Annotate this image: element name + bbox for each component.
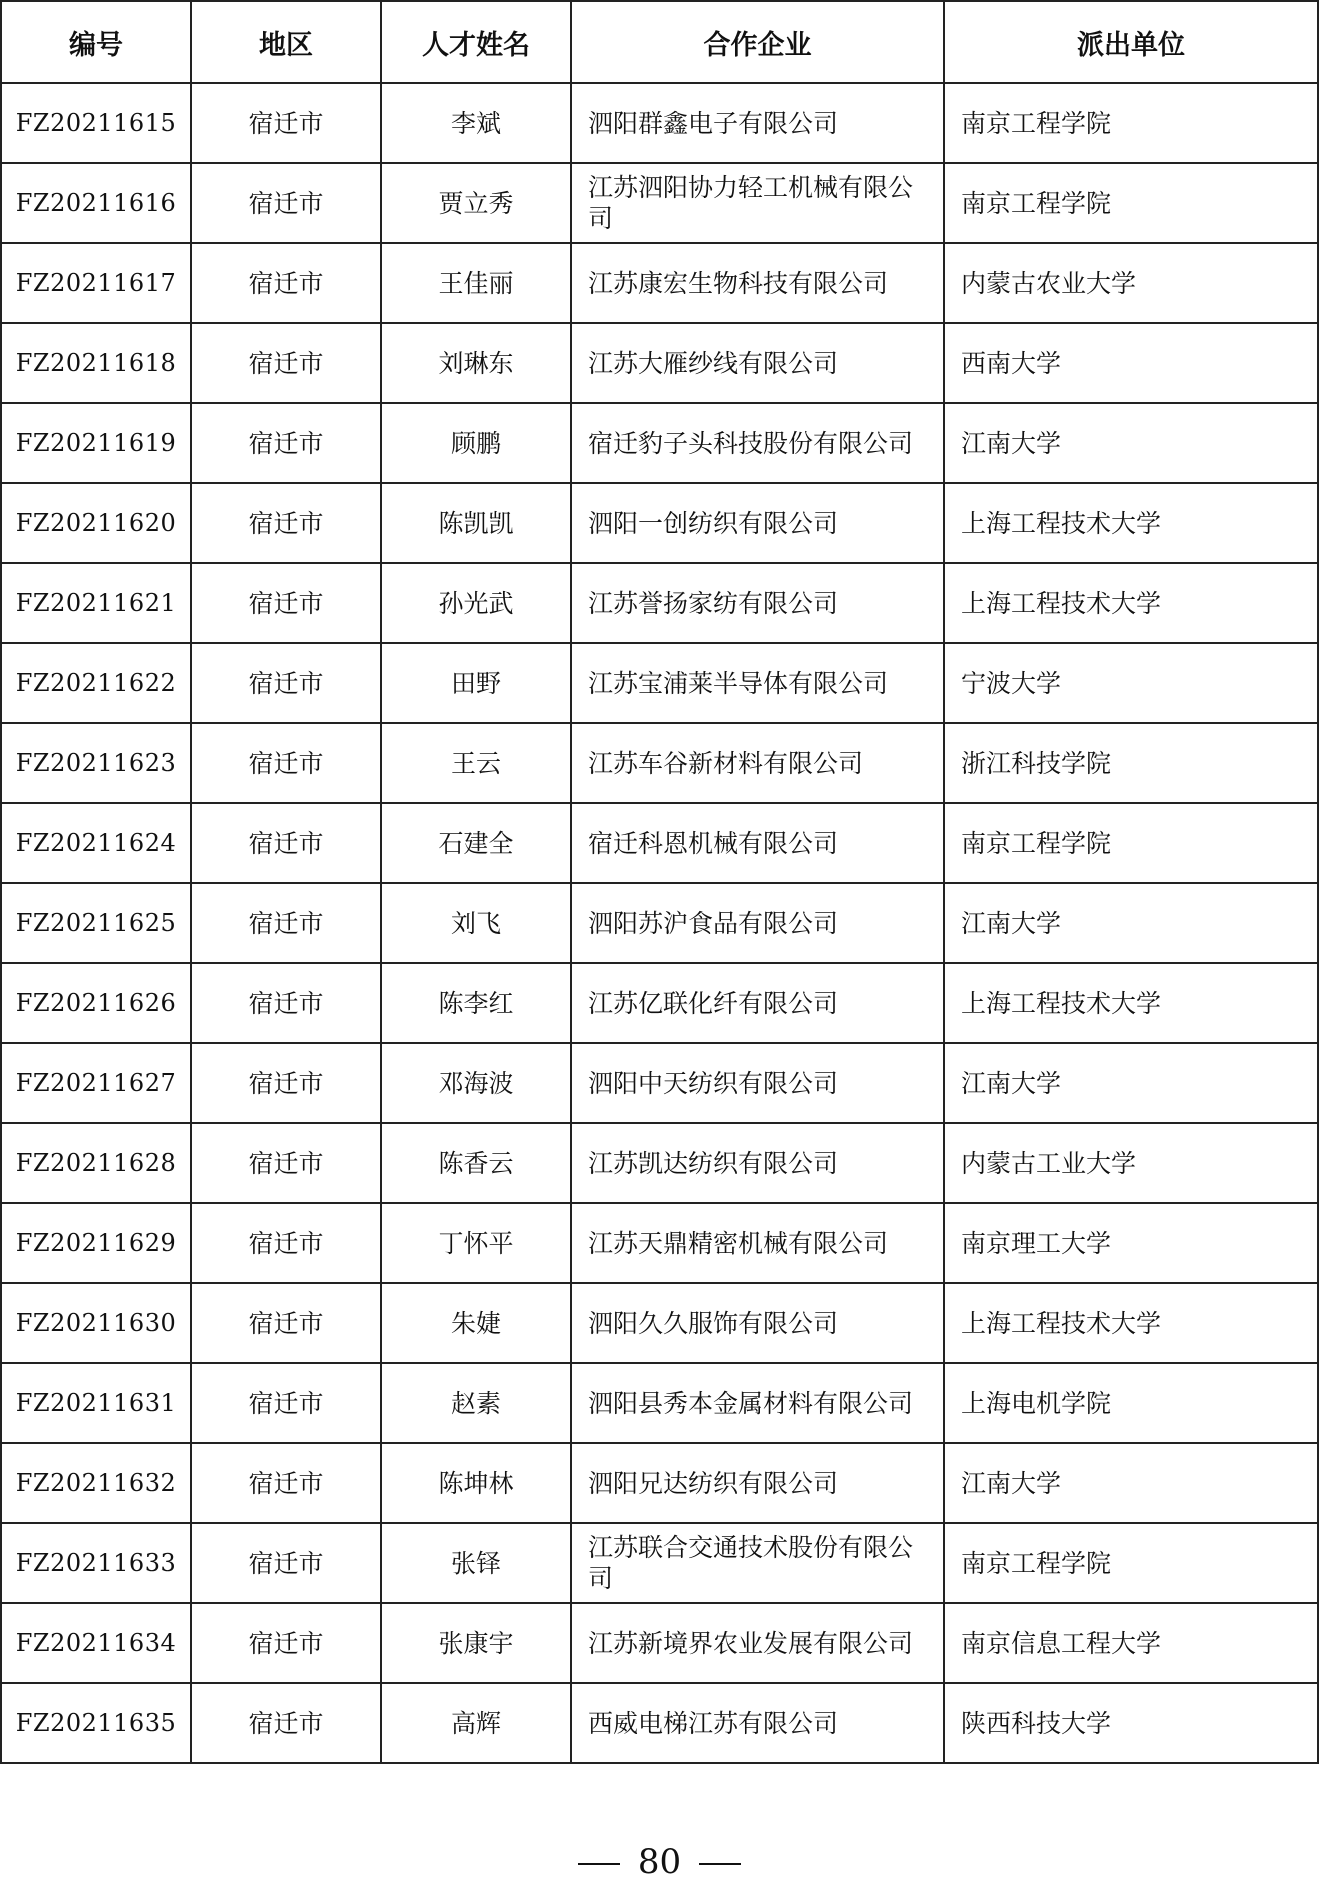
table-row <box>1 1603 1318 1683</box>
cell-dispatch-unit: 西南大学 <box>944 323 1318 403</box>
table-row <box>1 323 1318 403</box>
cell-partner-company: 泗阳苏沪食品有限公司 <box>571 883 944 963</box>
table-row <box>1 1683 1318 1763</box>
cell-region: 宿迁市 <box>191 323 381 403</box>
cell-talent-name: 刘飞 <box>381 883 571 963</box>
cell-region: 宿迁市 <box>191 1603 381 1683</box>
table-row <box>1 1283 1318 1363</box>
cell-talent-name: 孙光武 <box>381 563 571 643</box>
cell-id: FZ20211630 <box>1 1283 191 1363</box>
table-row <box>1 403 1318 483</box>
cell-partner-company: 江苏泗阳协力轻工机械有限公司 <box>571 163 944 243</box>
page-footer <box>0 1842 1319 1882</box>
cell-dispatch-unit: 江南大学 <box>944 1043 1318 1123</box>
header-talent-name: 人才姓名 <box>381 1 571 83</box>
cell-dispatch-unit: 上海工程技术大学 <box>944 1283 1318 1363</box>
cell-partner-company: 泗阳中天纺织有限公司 <box>571 1043 944 1123</box>
cell-region: 宿迁市 <box>191 563 381 643</box>
cell-talent-name: 张康宇 <box>381 1603 571 1683</box>
cell-partner-company: 江苏凯达纺织有限公司 <box>571 1123 944 1203</box>
cell-partner-company: 泗阳县秀本金属材料有限公司 <box>571 1363 944 1443</box>
cell-talent-name: 王云 <box>381 723 571 803</box>
cell-region: 宿迁市 <box>191 1683 381 1763</box>
table-row <box>1 563 1318 643</box>
cell-region: 宿迁市 <box>191 403 381 483</box>
cell-region: 宿迁市 <box>191 163 381 243</box>
cell-id: FZ20211635 <box>1 1683 191 1763</box>
cell-id: FZ20211634 <box>1 1603 191 1683</box>
cell-talent-name: 丁怀平 <box>381 1203 571 1283</box>
footer-dash-right <box>699 1863 741 1865</box>
cell-dispatch-unit: 上海工程技术大学 <box>944 563 1318 643</box>
table-header <box>1 1 1318 83</box>
cell-dispatch-unit: 上海工程技术大学 <box>944 963 1318 1043</box>
cell-dispatch-unit: 南京工程学院 <box>944 803 1318 883</box>
cell-region: 宿迁市 <box>191 883 381 963</box>
cell-id: FZ20211615 <box>1 83 191 163</box>
cell-partner-company: 江苏车谷新材料有限公司 <box>571 723 944 803</box>
table-row <box>1 1523 1318 1603</box>
cell-region: 宿迁市 <box>191 1443 381 1523</box>
cell-id: FZ20211622 <box>1 643 191 723</box>
cell-partner-company: 江苏天鼎精密机械有限公司 <box>571 1203 944 1283</box>
cell-partner-company: 江苏誉扬家纺有限公司 <box>571 563 944 643</box>
table-body <box>1 83 1318 1763</box>
cell-partner-company: 泗阳群鑫电子有限公司 <box>571 83 944 163</box>
cell-talent-name: 顾鹏 <box>381 403 571 483</box>
cell-dispatch-unit: 浙江科技学院 <box>944 723 1318 803</box>
footer-dash-left <box>578 1863 620 1865</box>
cell-partner-company: 西威电梯江苏有限公司 <box>571 1683 944 1763</box>
cell-talent-name: 陈凯凯 <box>381 483 571 563</box>
table-row <box>1 803 1318 883</box>
header-partner-company: 合作企业 <box>571 1 944 83</box>
cell-partner-company: 江苏大雁纱线有限公司 <box>571 323 944 403</box>
cell-talent-name: 田野 <box>381 643 571 723</box>
cell-id: FZ20211619 <box>1 403 191 483</box>
cell-partner-company: 江苏康宏生物科技有限公司 <box>571 243 944 323</box>
cell-talent-name: 邓海波 <box>381 1043 571 1123</box>
cell-talent-name: 陈香云 <box>381 1123 571 1203</box>
cell-partner-company: 江苏宝浦莱半导体有限公司 <box>571 643 944 723</box>
cell-talent-name: 陈李红 <box>381 963 571 1043</box>
cell-talent-name: 贾立秀 <box>381 163 571 243</box>
header-row <box>1 1 1318 83</box>
table-row <box>1 1363 1318 1443</box>
cell-dispatch-unit: 上海电机学院 <box>944 1363 1318 1443</box>
cell-partner-company: 泗阳久久服饰有限公司 <box>571 1283 944 1363</box>
cell-region: 宿迁市 <box>191 1043 381 1123</box>
table-row <box>1 1123 1318 1203</box>
cell-id: FZ20211628 <box>1 1123 191 1203</box>
cell-region: 宿迁市 <box>191 723 381 803</box>
cell-region: 宿迁市 <box>191 963 381 1043</box>
cell-dispatch-unit: 宁波大学 <box>944 643 1318 723</box>
table-row <box>1 1043 1318 1123</box>
cell-region: 宿迁市 <box>191 1203 381 1283</box>
cell-partner-company: 江苏联合交通技术股份有限公司 <box>571 1523 944 1603</box>
cell-dispatch-unit: 内蒙古农业大学 <box>944 243 1318 323</box>
cell-talent-name: 高辉 <box>381 1683 571 1763</box>
table-row <box>1 1203 1318 1283</box>
cell-id: FZ20211623 <box>1 723 191 803</box>
table-row <box>1 83 1318 163</box>
table-row <box>1 723 1318 803</box>
cell-dispatch-unit: 内蒙古工业大学 <box>944 1123 1318 1203</box>
cell-talent-name: 石建全 <box>381 803 571 883</box>
cell-talent-name: 朱婕 <box>381 1283 571 1363</box>
table-row <box>1 1443 1318 1523</box>
cell-region: 宿迁市 <box>191 1123 381 1203</box>
cell-talent-name: 王佳丽 <box>381 243 571 323</box>
page-number: 80 <box>637 1842 682 1882</box>
cell-talent-name: 赵素 <box>381 1363 571 1443</box>
cell-id: FZ20211627 <box>1 1043 191 1123</box>
cell-dispatch-unit: 江南大学 <box>944 403 1318 483</box>
header-id: 编号 <box>1 1 191 83</box>
cell-partner-company: 泗阳兄达纺织有限公司 <box>571 1443 944 1523</box>
cell-id: FZ20211617 <box>1 243 191 323</box>
cell-id: FZ20211620 <box>1 483 191 563</box>
cell-partner-company: 江苏新境界农业发展有限公司 <box>571 1603 944 1683</box>
cell-region: 宿迁市 <box>191 1523 381 1603</box>
table-row <box>1 643 1318 723</box>
cell-id: FZ20211629 <box>1 1203 191 1283</box>
table-row <box>1 163 1318 243</box>
cell-talent-name: 刘琳东 <box>381 323 571 403</box>
cell-partner-company: 宿迁科恩机械有限公司 <box>571 803 944 883</box>
cell-id: FZ20211626 <box>1 963 191 1043</box>
cell-talent-name: 张铎 <box>381 1523 571 1603</box>
cell-id: FZ20211625 <box>1 883 191 963</box>
table-row <box>1 483 1318 563</box>
cell-region: 宿迁市 <box>191 83 381 163</box>
cell-dispatch-unit: 南京工程学院 <box>944 83 1318 163</box>
table-row <box>1 963 1318 1043</box>
cell-talent-name: 陈坤林 <box>381 1443 571 1523</box>
cell-dispatch-unit: 江南大学 <box>944 1443 1318 1523</box>
cell-id: FZ20211616 <box>1 163 191 243</box>
cell-dispatch-unit: 江南大学 <box>944 883 1318 963</box>
cell-region: 宿迁市 <box>191 1363 381 1443</box>
cell-region: 宿迁市 <box>191 1283 381 1363</box>
cell-region: 宿迁市 <box>191 803 381 883</box>
cell-dispatch-unit: 陕西科技大学 <box>944 1683 1318 1763</box>
cell-id: FZ20211621 <box>1 563 191 643</box>
cell-id: FZ20211633 <box>1 1523 191 1603</box>
cell-id: FZ20211632 <box>1 1443 191 1523</box>
cell-dispatch-unit: 南京工程学院 <box>944 163 1318 243</box>
header-region: 地区 <box>191 1 381 83</box>
cell-region: 宿迁市 <box>191 643 381 723</box>
cell-dispatch-unit: 南京信息工程大学 <box>944 1603 1318 1683</box>
table-row <box>1 243 1318 323</box>
header-dispatch-unit: 派出单位 <box>944 1 1318 83</box>
table-row <box>1 883 1318 963</box>
cell-partner-company: 江苏亿联化纤有限公司 <box>571 963 944 1043</box>
cell-dispatch-unit: 上海工程技术大学 <box>944 483 1318 563</box>
cell-region: 宿迁市 <box>191 483 381 563</box>
cell-talent-name: 李斌 <box>381 83 571 163</box>
cell-partner-company: 宿迁豹子头科技股份有限公司 <box>571 403 944 483</box>
cell-id: FZ20211618 <box>1 323 191 403</box>
cell-dispatch-unit: 南京工程学院 <box>944 1523 1318 1603</box>
cell-partner-company: 泗阳一创纺织有限公司 <box>571 483 944 563</box>
cell-dispatch-unit: 南京理工大学 <box>944 1203 1318 1283</box>
cell-id: FZ20211624 <box>1 803 191 883</box>
cell-id: FZ20211631 <box>1 1363 191 1443</box>
cell-region: 宿迁市 <box>191 243 381 323</box>
